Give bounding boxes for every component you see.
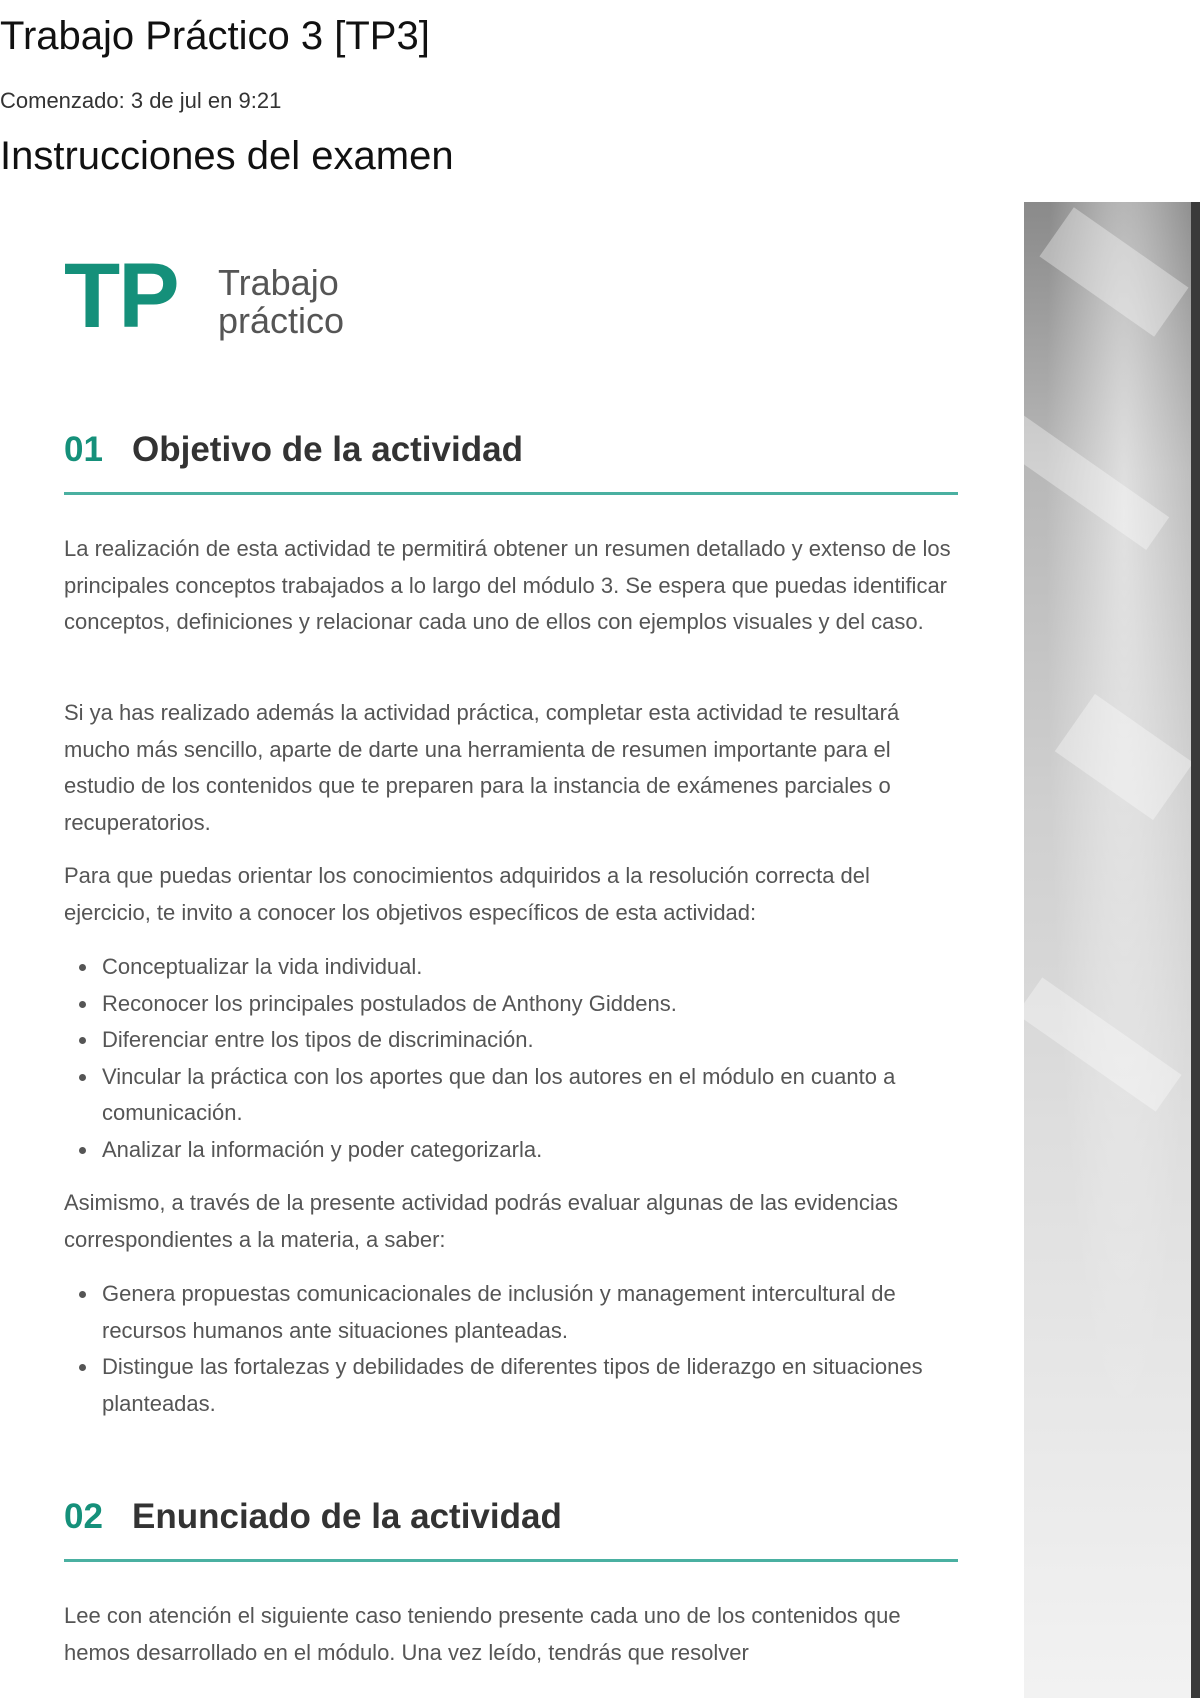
section-title: Enunciado de la actividad [132, 1497, 562, 1536]
section-title: Objetivo de la actividad [132, 430, 523, 469]
decorative-side-image [1024, 202, 1191, 1698]
evidences-list [64, 1276, 958, 1422]
tp-logo-letters: TP [64, 245, 178, 347]
tp-logo-line1: Trabajo [218, 262, 339, 303]
section-number: 02 [64, 1497, 103, 1536]
section-number: 01 [64, 430, 103, 469]
section-02-header [64, 1483, 958, 1562]
list-item: Conceptualizar la vida individual. [64, 949, 958, 986]
list-item: Distingue las fortalezas y debilidades de diferentes tipos de liderazgo en situaciones planteadas. [64, 1349, 958, 1422]
paragraph: Si ya has realizado además la actividad práctica, completar esta actividad te resultará mucho más sencillo, aparte de darte una herramienta de resumen importante para el estudio de los contenidos que te preparen para la instancia de exámenes parciales o recuperatorios. [64, 700, 900, 835]
list-item: Analizar la información y poder categorizarla. [64, 1132, 958, 1169]
tp-logo-text [218, 264, 418, 340]
section-01-header [64, 416, 958, 495]
started-timestamp: Comenzado: 3 de jul en 9:21 [0, 88, 282, 113]
list-item: Genera propuestas comunicacionales de inclusión y management intercultural de recursos humanos ante situaciones planteadas. [64, 1276, 958, 1349]
list-item: Reconocer los principales postulados de Anthony Giddens. [64, 986, 958, 1023]
instructions-title: Instrucciones del examen [0, 134, 454, 178]
list-item: Vincular la práctica con los aportes que dan los autores en el módulo en cuanto a comunicación. [64, 1059, 958, 1132]
paragraph: Lee con atención el siguiente caso teniendo presente cada uno de los contenidos que hemos desarrollado en el módulo. Una vez leído, tendrás que resolver [64, 1603, 901, 1665]
paragraph: Para que puedas orientar los conocimientos adquiridos a la resolución correcta del ejercicio, te invito a conocer los objetivos específicos de esta actividad: [64, 863, 870, 925]
side-scroll-edge [1191, 202, 1200, 1698]
paragraph: Asimismo, a través de la presente actividad podrás evaluar algunas de las evidencias correspondientes a la materia, a saber: [64, 1190, 899, 1252]
paragraph: La realización de esta actividad te permitirá obtener un resumen detallado y extenso de los principales conceptos trabajados a lo largo del módulo 3. Se espera que puedas identificar conceptos, definiciones y relacionar cada uno de ellos con ejemplos visuales y del caso. [64, 536, 951, 634]
tp-logo-line2: práctico [218, 300, 345, 341]
objectives-list [64, 949, 958, 1168]
list-item: Diferenciar entre los tipos de discriminación. [64, 1022, 958, 1059]
page-title: Trabajo Práctico 3 [TP3] [0, 14, 430, 58]
